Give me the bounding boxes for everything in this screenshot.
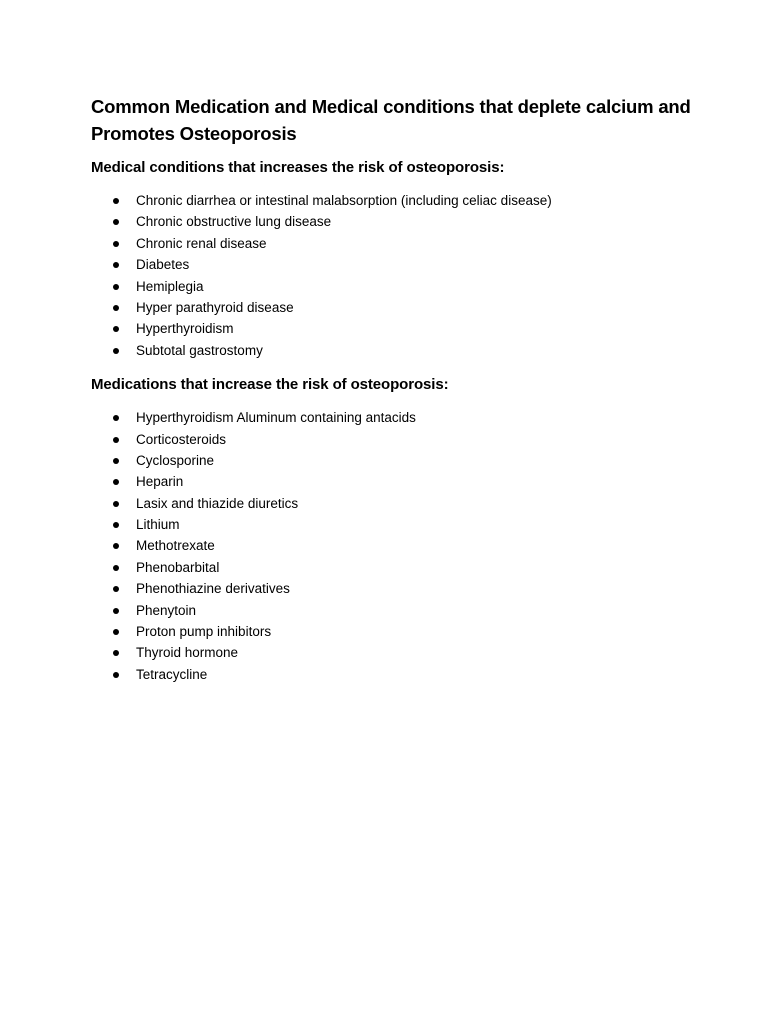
list-item-text: Chronic obstructive lung disease <box>136 214 332 230</box>
bullet-icon <box>113 305 119 311</box>
list-item <box>91 621 708 642</box>
list-item-text: Hemiplegia <box>136 278 204 294</box>
bullet-icon <box>113 608 119 614</box>
bullet-icon <box>113 219 119 225</box>
list-item <box>91 254 708 275</box>
list-item <box>91 557 708 578</box>
list-item-text: Phenytoin <box>136 602 197 618</box>
list-item-text: Hyperthyroidism Aluminum containing antacids <box>136 410 416 426</box>
list-item <box>91 276 708 297</box>
document-title: Common Medication and Medical conditions that deplete calcium and Promotes Osteoporosis <box>91 96 691 144</box>
section-heading-medications: Medications that increase the risk of osteoporosis: <box>91 376 449 394</box>
bullet-icon <box>113 198 119 204</box>
list-item <box>91 318 708 339</box>
bullet-icon <box>113 543 119 549</box>
list-item <box>91 190 708 211</box>
list-item <box>91 429 708 450</box>
list-item <box>91 340 708 361</box>
list-item-text: Lasix and thiazide diuretics <box>136 495 299 511</box>
list-item-text: Proton pump inhibitors <box>136 624 272 640</box>
list-item <box>91 407 708 428</box>
bullet-icon <box>113 415 119 421</box>
medical-conditions-list <box>91 190 708 361</box>
bullet-icon <box>113 284 119 290</box>
list-item-text: Methotrexate <box>136 538 215 554</box>
list-item <box>91 514 708 535</box>
list-item-text: Lithium <box>136 517 180 533</box>
bullet-icon <box>113 348 119 354</box>
bullet-icon <box>113 437 119 443</box>
section-heading-medical-conditions: Medical conditions that increases the risk of osteoporosis: <box>91 159 505 176</box>
bullet-icon <box>113 565 119 571</box>
list-item <box>91 642 708 663</box>
list-item-text: Corticosteroids <box>136 431 227 447</box>
bullet-icon <box>113 586 119 592</box>
bullet-icon <box>113 629 119 635</box>
list-item-text: Phenothiazine derivatives <box>136 581 290 597</box>
bullet-icon <box>113 241 119 247</box>
list-item <box>91 664 708 685</box>
list-item <box>91 600 708 621</box>
list-item-text: Hyper parathyroid disease <box>136 299 294 315</box>
list-item-text: Heparin <box>136 474 184 490</box>
bullet-icon <box>113 326 119 332</box>
list-item-text: Cyclosporine <box>136 452 215 468</box>
bullet-icon <box>113 650 119 656</box>
list-item <box>91 450 708 471</box>
list-item <box>91 493 708 514</box>
list-item-text: Diabetes <box>136 257 190 273</box>
list-item-text: Subtotal gastrostomy <box>136 342 263 358</box>
bullet-icon <box>113 479 119 485</box>
list-item-text: Phenobarbital <box>136 559 220 575</box>
bullet-icon <box>113 672 119 678</box>
list-item-text: Chronic renal disease <box>136 235 267 251</box>
list-item <box>91 233 708 254</box>
list-item-text: Chronic diarrhea or intestinal malabsorption (including celiac disease) <box>136 193 552 208</box>
list-item-text: Hyperthyroidism <box>136 321 234 337</box>
medications-list <box>91 407 708 685</box>
list-item <box>91 471 708 492</box>
bullet-icon <box>113 458 119 464</box>
list-item <box>91 578 708 599</box>
list-item-text: Tetracycline <box>136 666 208 682</box>
bullet-icon <box>113 501 119 507</box>
bullet-icon <box>113 262 119 268</box>
list-item-text: Thyroid hormone <box>136 645 239 661</box>
list-item <box>91 535 708 556</box>
list-item <box>91 211 708 232</box>
list-item <box>91 297 708 318</box>
bullet-icon <box>113 522 119 528</box>
